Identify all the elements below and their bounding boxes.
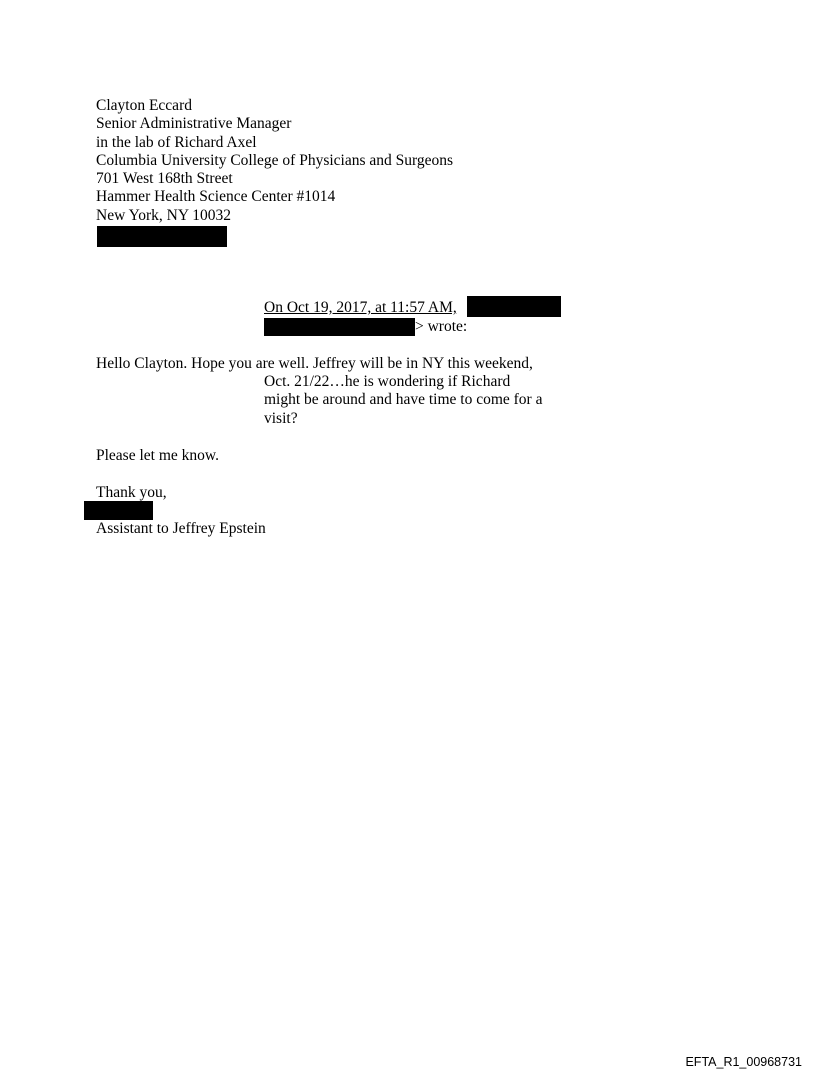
message-line-3: might be around and have time to come for a — [264, 391, 543, 409]
document-id-footer: EFTA_R1_00968731 — [685, 1055, 802, 1069]
redaction-bar-sender-name — [467, 296, 561, 317]
quote-header-wrote: > wrote: — [415, 318, 468, 335]
message-continuation — [264, 373, 542, 428]
quote-header — [264, 299, 457, 317]
signature-institution: Columbia University College of Physicians and Surgeons — [96, 151, 454, 169]
signature-name: Clayton Eccard — [96, 97, 192, 114]
quote-header-date: On Oct 19, 2017, at 11:57 AM, — [264, 299, 457, 316]
signature-city: New York, NY 10032 — [96, 206, 232, 224]
signature-street: 701 West 168th Street — [96, 170, 233, 188]
signature-title: Senior Administrative Manager — [96, 115, 292, 133]
redaction-bar-sender-email — [264, 318, 415, 336]
message-first-line: Hello Clayton. Hope you are well. Jeffrey will be in NY this weekend, — [96, 355, 533, 372]
redaction-bar-sender-signature — [84, 501, 153, 520]
message-line-2: Oct. 21/22…he is wondering if Richard — [264, 373, 511, 390]
message-closing: Thank you, — [96, 484, 167, 501]
message-line-4: visit? — [264, 409, 298, 427]
signature-building: Hammer Health Science Center #1014 — [96, 188, 336, 206]
message-request: Please let me know. — [96, 447, 219, 464]
sender-title: Assistant to Jeffrey Epstein — [96, 520, 266, 537]
signature-lab: in the lab of Richard Axel — [96, 133, 257, 151]
redaction-bar-signature-contact — [97, 226, 227, 247]
signature-block — [96, 97, 453, 225]
